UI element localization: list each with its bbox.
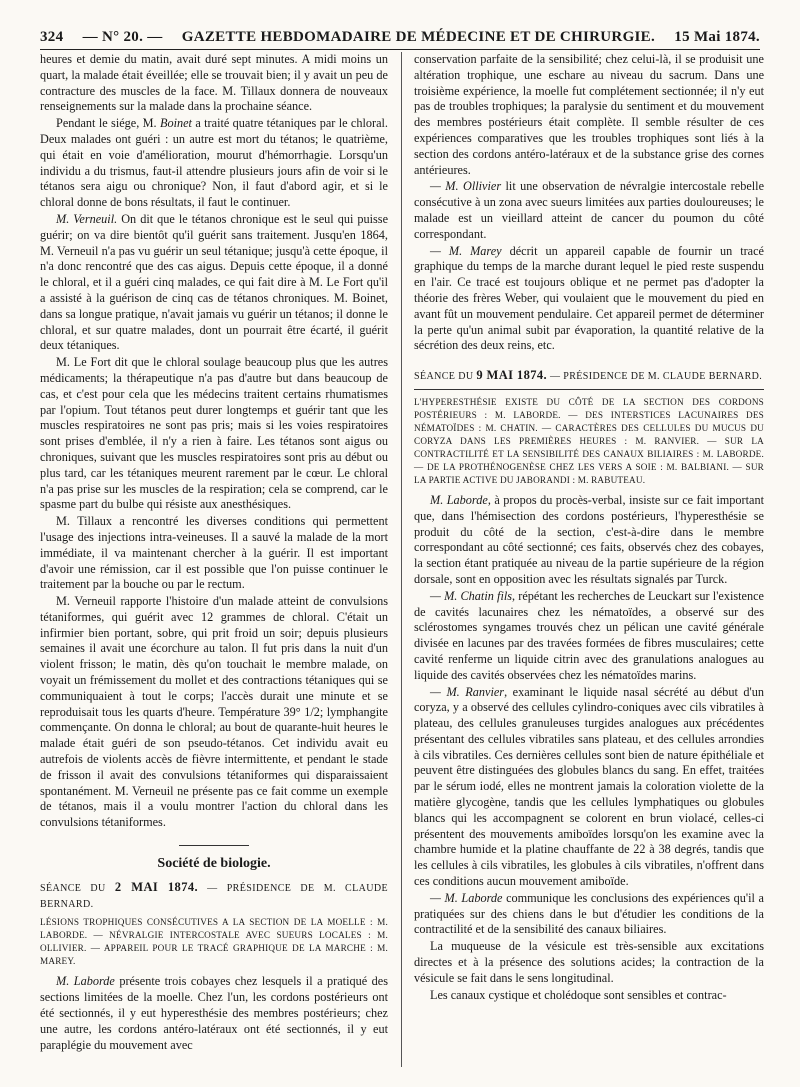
- session-summary: L'HYPERESTHÉSIE EXISTE DU CÔTÉ DE LA SECTION DES CORDONS POSTÉRIEURS : M. LABORDE. — DES INTERSTICES LACUNAIRES DES NÉMATOÏDES : M. CHATIN. — CARACTÈRES DES CELLULES DU MUCUS DU CORYZA DANS LES PREMIÈRES HEURES : M. RANVIER. — SUR LA CONTRACTILITÉ ET LA SENSIBILITÉ DES CANAUX BILIAIRES : M. LABORDE. — DE LA PROTHÉNOGENÈSE CHEZ LES VERS A SOIE : M. BALBIANI. — SUR LA PARTIE ACTIVE DU JABORANDI : M. RABUTEAU.: [414, 389, 764, 487]
- paragraph: conservation parfaite de la sensibilité; chez celui-là, il se produisit une altération trophique, une eschare au niveau du sacrum. Dans une troisième expérience, la moelle fut complétement sectionnée; il n'y eut pas de troubles trophiques; la paralysie du sentiment et du mouvement des membres postérieurs était complète. Il semble résulter de ces expériences comparatives que les troubles trophiques sont liés à la section des cordons antéro-latéraux et de la substance grise des cornes antérieures.: [414, 52, 764, 177]
- section-title: Société de biologie.: [40, 845, 388, 872]
- speaker-name: — M. Chatin fils: [430, 588, 513, 603]
- speaker-name: M. Verneuil.: [56, 211, 118, 226]
- paragraph: La muqueuse de la vésicule est très-sensible aux excitations directes et à la présence des solutions acides; la contraction de la vésicule se fait dans le sens longitudinal.: [414, 939, 764, 985]
- paragraph: [40, 974, 388, 1053]
- text-run: , répétant les recherches de Leuckart sur l'existence de cavités lacunaires chez les nématoïdes, a observé sur des sclérostomes syngames trouvés chez un pélican une cavité générale divisée en lacunes par des travées formées de fibres musculaires; cette cavité renferme un liquide citrin avec des granulations analogues au liquide des cavités observées chez les nématoïdes marins.: [414, 588, 764, 682]
- paragraph: [414, 244, 764, 355]
- text-run: a traité quatre tétaniques par le chloral. Deux malades ont guéri : un autre est mort du tétanos; le quatrième, qui était en voie d'amélioration, mourut d'hémorrhagie. Lorsqu'un individu a du trismus, faut-il attendre plusieurs jours afin de voir si le tétanos sera aigu ou chronique? Non, il faut d'abord agir, et si le chloral donne de bons résultats, il faut le continuer.: [40, 116, 388, 210]
- speaker-name: — M. Ollivier: [430, 179, 502, 194]
- running-header: [40, 22, 760, 50]
- paragraph: [414, 685, 764, 890]
- text-run: On dit que le tétanos chronique est le seul qui puisse guérir; on va dire bientôt qu'il guérit sans traitement. Jusqu'en 1864, M. Verneuil n'a pas vu guérir un seul tétanique; jusqu'à cette époque, il n'a donc rencontré que des cas aigus. Depuis cette époque, il a donné le chloral, et il a guéri cinq malades, ce qui fait dire à M. Le Fort qu'il a assisté à la guérison de cinq cas de tétanos chroniques. M. Boinet, dans sa longue pratique, n'avait jamais vu guérir un tétanos; il donne le chloral, et sur quatre malades, dont un pourrait être écarté, il guérit deux tétaniques.: [40, 211, 389, 353]
- paragraph: [414, 493, 764, 588]
- session-summary: LÉSIONS TROPHIQUES CONSÉCUTIVES A LA SECTION DE LA MOELLE : M. LABORDE. — NÉVRALGIE INTERCOSTALE AVEC SUEURS LOCALES : M. OLLIVIER. — APPAREIL POUR LE TRACÉ GRAPHIQUE DE LA MARCHE : M. MAREY.: [40, 917, 388, 967]
- seance-presidency: — PRÉSIDENCE DE M. CLAUDE BERNARD.: [547, 371, 763, 383]
- left-column: [40, 52, 388, 1054]
- page-number: 324: [40, 29, 64, 45]
- text-run: lit une observation de névralgie intercostale rebelle consécutive à un zona avec sueurs limitées aux parties douloureuses; le malade est un vieillard atteint de cancer du poumon du côté correspondant.: [414, 179, 765, 241]
- paragraph: [414, 179, 764, 242]
- text-run: , à propos du procès-verbal, insiste sur ce fait important que, dans l'hémisection des cordons postérieurs, l'hyperesthésie se produit du côté de la section, c'est-à-dire dans le membre correspondant au côté sectionné; ces faits, observés chez des cobayes, la section étant pratiquée au niveau de la partie supérieure de la région dorsale, sont en opposition avec les résultats signalés par Turck.: [414, 492, 764, 586]
- speaker-name: M. Laborde: [430, 492, 488, 507]
- seance-date: 9 MAI 1874.: [476, 368, 548, 383]
- seance-line: [414, 368, 764, 385]
- text-run: , examinant le liquide nasal sécrété au début d'un coryza, y a observé des cellules cylindro-coniques avec cils vibratiles à plateau, des cellules granuleuses turgides analogues aux précédentes présentant des cellules vibratiles sans plateau, et des cellules arrondies à cils vibratiles. Ces dernières cellules sont bien de nature épithéliale et peuvent être distinguées des globules blancs du sang. En effet, traitées par le sérum iodé, elles ne montrent jamais la coloration violette de la matière glycogène, tandis que les cellules lymphatiques ou globules blancs qui les accompagnent se colorent en brun violacé, celles-ci présentent des mouvements amiboïdes lorsqu'on les examine avec la chambre humide et la platine chauffante de 22 à 38 degrés, tandis que les cellules à cils vibratiles, les globules à cils vibratiles, n'offrent dans ces conditions aucun mouvement amiboïde.: [414, 684, 765, 889]
- paragraph: [40, 116, 388, 211]
- paragraph: [414, 891, 764, 938]
- speaker-name: — M. Marey: [430, 243, 502, 258]
- issue-date: 15 Mai 1874.: [674, 29, 760, 45]
- text-run: décrit un appareil capable de fournir un tracé graphique du temps de la marche durant lequel le pied reste suspendu en l'air. Ce tracé est toujours oblique et ne permet pas d'adopter la théorie des frères Weber, qui voulaient que le mouvement du pied en avant fût un mouvement pendulaire. Cet appareil permet de déterminer la perte qu'un animal subit par évaporation, la quantité relative de la sécrétion des deux reins, etc.: [414, 243, 764, 353]
- paragraph: M. Verneuil rapporte l'histoire d'un malade atteint de convulsions tétaniformes, qui guérit avec 12 grammes de chloral. C'était un infirmier bien portant, sobre, qui prit froid un soir; depuis plusieurs semaines il avait une écorchure au talon. Il fut pris dans la nuit d'un violent frisson; le matin, dès qu'on touchait le membre malade, on voyait un frémissement du mollet et des contractions tétaniques qui se communiquaient à tout le corps; l'accès durait une minute et se reproduisait tous les quarts d'heure. Température 39° 1/2; lymphangite commençante. On donna le chloral; au bout de quarante-huit heures le malade était guéri de son pseudo-tétanos. Cet individu avait eu autrefois de violents accès de fièvre intermittente, et pendant le stade de frisson il avait des convulsions tétaniformes qui disparaissaient spontanément. M. Verneuil ne présente pas ce fait comme un exemple de tétanos, mais il a voulu montrer l'action du chloral dans les convulsions tétaniformes.: [40, 594, 388, 830]
- text-run: présente trois cobayes chez lesquels il a pratiqué des sections limitées de la moelle. Chez l'un, les cordons postérieurs ont été sectionnés, il y eut hyperesthésie des membres postérieurs; chez une autre, les cordons antéro-latéraux ont été sectionnés, il y eut paraplégie du mouvement avec: [40, 974, 388, 1052]
- text-run: communique les conclusions des expériences qu'il a pratiquées sur des chiens dans le but d'étudier les conditions de la contractilité et de la sensibilité des canaux biliaires.: [414, 890, 764, 937]
- issue-number: — N° 20. —: [82, 29, 163, 45]
- seance-line: [40, 880, 388, 913]
- speaker-name: — M. Ranvier: [430, 684, 505, 699]
- speaker-name: — M. Laborde: [430, 890, 503, 905]
- paragraph: M. Tillaux a rencontré les diverses conditions qui permettent l'usage des injections intra-veineuses. Il a sauvé la malade de la mort immédiate, il va maintenant chercher à la guérir. Il est important d'avoir une rémission, car il est possible que l'on puisse continuer le traitement par la bouche ou par le rectum.: [40, 514, 388, 592]
- paragraph: [40, 212, 388, 354]
- seance-date: 2 MAI 1874.: [114, 879, 199, 894]
- speaker-name: M. Laborde: [56, 974, 115, 989]
- seance-presidency: — PRÉSIDENCE DE M. CLAUDE BERNARD.: [40, 882, 388, 910]
- author-name: Boinet: [159, 116, 192, 131]
- paragraph: [414, 589, 764, 684]
- paragraph: heures et demie du matin, avait duré sept minutes. A midi moins un quart, la malade était éveillée; elle se trouvait bien; il y avait un peu de contracture des muscles de la face. M. Tillaux donnera de nouveaux renseignements sur la malade dans la prochaine séance.: [40, 52, 388, 114]
- right-column: [414, 52, 764, 1004]
- seance-label: SÉANCE DU: [414, 371, 477, 383]
- paragraph: M. Le Fort dit que le chloral soulage beaucoup plus que les autres médicaments; la thérapeutique n'a pas d'autre but dans beaucoup de cas, et c'est pour cela que les médecins traitent certains rhumatismes par l'opium. Tout tétanos peut durer longtemps et guérir tant que les muscles respiratoires ne sont pas pris; mais si les voies respiratoires sont prises d'emblée, il n'y a rien à faire. Les tétanos sont aigus ou chroniques, suivant que les muscles respiratoires sont pris au début ou plus tard, car les tétaniques meurent rarement par le cœur. Le chloral n'a pas prise sur les muscles de la respiration; cela se comprend, car le spasme part du bulbe qui résiste aux anesthésiques.: [40, 355, 388, 512]
- column-divider: [401, 52, 402, 1067]
- journal-title: GAZETTE HEBDOMADAIRE DE MÉDECINE ET DE CHIRURGIE.: [181, 29, 656, 45]
- paragraph: Les canaux cystique et cholédoque sont sensibles et contrac-: [430, 987, 727, 1002]
- text-run: Pendant le siége, M.: [56, 116, 160, 131]
- seance-label: SÉANCE DU: [40, 882, 115, 894]
